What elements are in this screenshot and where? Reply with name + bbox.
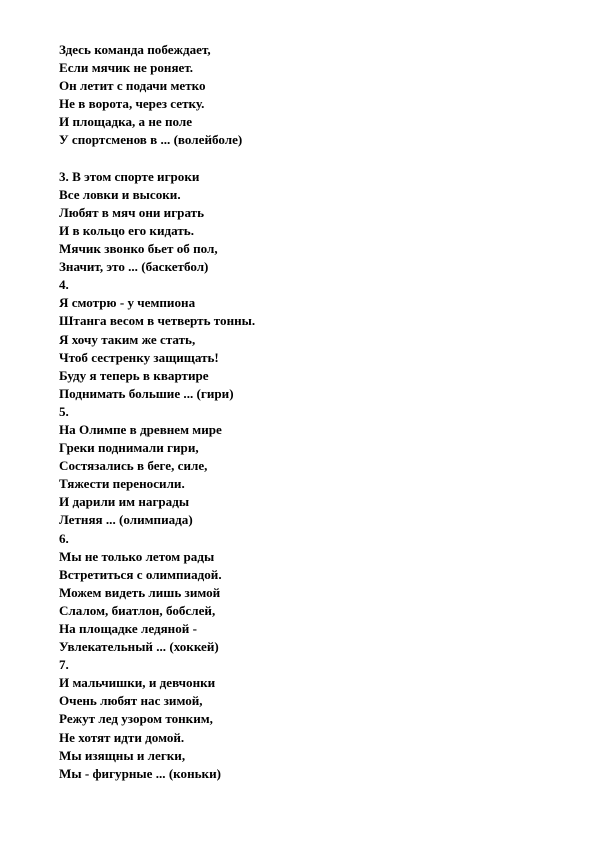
poem-line: Значит, это ... (баскетбол) <box>59 259 209 275</box>
poem-line: Греки поднимали гири, <box>59 440 199 456</box>
poem-line: Летняя ... (олимпиада) <box>59 512 193 528</box>
poem-line: Можем видеть лишь зимой <box>59 584 221 600</box>
poem-line: Любят в мяч они играть <box>59 204 205 220</box>
poem-line: Не хотят идти домой. <box>59 729 185 745</box>
poem-line: Мячик звонко бьет об пол, <box>59 241 218 257</box>
poem-line: Не в ворота, через сетку. <box>59 96 205 112</box>
poem-line: Очень любят нас зимой, <box>59 693 203 709</box>
poem-line: Режут лед узором тонким, <box>59 711 213 727</box>
poem-line: И площадка, а не поле <box>59 114 193 130</box>
poem-text <box>59 41 255 783</box>
poem-line: Чтоб сестренку защищать! <box>59 349 219 365</box>
poem-line: Он летит с подачи метко <box>59 78 206 94</box>
poem-line: На площадке ледяной - <box>59 621 197 636</box>
poem-line: Мы не только летом рады <box>59 548 215 564</box>
poem-line: У спортсменов в ... (волейболе) <box>59 132 243 148</box>
poem-line: Состязались в беге, силе, <box>59 458 208 474</box>
poem-line: Увлекательный ... (хоккей) <box>59 639 219 655</box>
riddle-number: 5. <box>59 403 69 419</box>
poem-line: Все ловки и высоки. <box>59 186 181 202</box>
poem-line: Поднимать большие ... (гири) <box>59 385 234 401</box>
poem-line: И в кольцо его кидать. <box>59 222 194 238</box>
poem-line: Мы изящны и легки, <box>59 747 186 763</box>
poem-line: Здесь команда побеждает, <box>59 42 211 57</box>
poem-line: 3. В этом спорте игроки <box>59 168 200 184</box>
poem-line: Штанга весом в четверть тонны. <box>59 313 256 329</box>
poem-line: Мы - фигурные ... (коньки) <box>59 765 222 781</box>
poem-line: И мальчишки, и девчонки <box>59 675 216 691</box>
stanza-gap <box>59 150 255 168</box>
poem-line: Тяжести переносили. <box>59 476 185 492</box>
poem-line: Буду я теперь в квартире <box>59 367 209 383</box>
poem-line: Встретиться с олимпиадой. <box>59 566 222 582</box>
riddle-number: 6. <box>59 530 69 546</box>
poem-line: Я смотрю - у чемпиона <box>59 295 196 311</box>
riddle-number: 4. <box>59 277 69 293</box>
riddle-number: 7. <box>59 657 69 673</box>
poem-line: Слалом, биатлон, бобслей, <box>59 602 216 618</box>
poem-line: И дарили им награды <box>59 494 190 510</box>
poem-line: На Олимпе в древнем мире <box>59 421 222 437</box>
poem-line: Я хочу таким же стать, <box>59 331 196 347</box>
poem-line: Если мячик не роняет. <box>59 60 194 76</box>
